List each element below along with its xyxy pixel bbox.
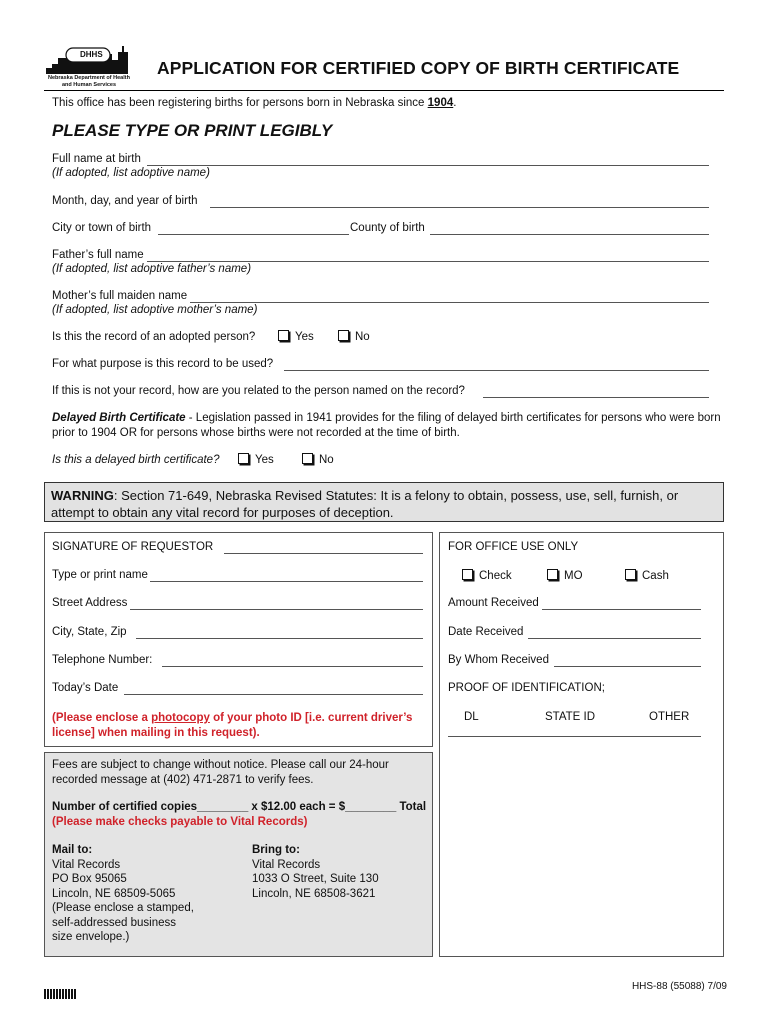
amount-received-label: Amount Received — [448, 597, 539, 609]
city-state-zip-field[interactable] — [136, 638, 423, 639]
checkbox-icon[interactable] — [462, 569, 473, 580]
relation-field[interactable] — [483, 397, 709, 398]
check-option[interactable]: Check — [462, 569, 512, 582]
date-received-label: Date Received — [448, 626, 524, 638]
county-field[interactable] — [430, 234, 709, 235]
checkbox-icon[interactable] — [625, 569, 636, 580]
checks-note: (Please make checks payable to Vital Records) — [52, 816, 308, 828]
logo-text: DHHS — [80, 50, 103, 59]
by-whom-label: By Whom Received — [448, 654, 549, 666]
mother-label: Mother’s full maiden name — [52, 290, 188, 302]
checkbox-icon[interactable] — [338, 330, 349, 341]
office-title: FOR OFFICE USE ONLY — [448, 541, 579, 553]
cash-option[interactable]: Cash — [625, 569, 669, 582]
form-id: HHS-88 (55088) 7/09 — [631, 981, 727, 992]
city-field[interactable] — [158, 234, 349, 235]
father-label: Father’s full name — [52, 249, 144, 261]
delayed-question: Is this a delayed birth certificate? — [52, 454, 220, 466]
delayed-yes-option[interactable]: Yes — [238, 453, 274, 466]
purpose-field[interactable] — [284, 370, 709, 371]
checkbox-icon[interactable] — [302, 453, 313, 464]
bring-to-block: Bring to: Vital Records 1033 O Street, Suite 130 Lincoln, NE 68508-3621 — [252, 844, 379, 900]
checkbox-icon[interactable] — [547, 569, 558, 580]
purpose-label: For what purpose is this record to be used? — [52, 358, 274, 370]
dob-label: Month, day, and year of birth — [52, 195, 198, 207]
city-label: City or town of birth — [52, 222, 152, 234]
relation-label: If this is not your record, how are you related to the person named on the record? — [52, 385, 465, 397]
logo-caption: Nebraska Department of Health and Human Services — [48, 75, 130, 88]
delayed-text: Delayed Birth Certificate - Legislation passed in 1941 provides for the filing of delayed birth certificates for persons who were born prior to 1904 OR for persons whose births were not recorded at the time of birth. — [52, 412, 721, 439]
type-name-field[interactable] — [150, 581, 423, 582]
type-name-label: Type or print name — [52, 569, 148, 581]
full-name-field[interactable] — [147, 165, 709, 166]
signature-label: SIGNATURE OF REQUESTOR — [52, 541, 214, 553]
photo-id-note: (Please enclose a photocopy of your photo ID [i.e. current driver’s license] when mailing in this request). — [52, 712, 413, 739]
skyline-icon — [44, 44, 134, 76]
checkbox-icon[interactable] — [238, 453, 249, 464]
copies-line[interactable]: Number of certified copies________ x $12.00 each = $________ Total — [52, 801, 427, 813]
date-received-field[interactable] — [528, 638, 701, 639]
state-id-label: STATE ID — [545, 711, 596, 723]
date-field[interactable] — [124, 694, 423, 695]
county-label: County of birth — [350, 222, 425, 234]
dhhs-logo — [44, 44, 134, 89]
full-name-label: Full name at birth — [52, 153, 141, 165]
dob-field[interactable] — [210, 207, 709, 208]
mo-option[interactable]: MO — [547, 569, 583, 582]
intro-text: This office has been registering births for persons born in Nebraska since 1904. — [52, 97, 457, 109]
city-state-zip-label: City, State, Zip — [52, 626, 127, 638]
street-label: Street Address — [52, 597, 128, 609]
full-name-note: (If adopted, list adoptive name) — [52, 167, 210, 179]
proof-id-label: PROOF OF IDENTIFICATION; — [448, 682, 605, 694]
amount-received-field[interactable] — [542, 609, 701, 610]
mother-note: (If adopted, list adoptive mother’s name) — [52, 304, 258, 316]
proof-id-field[interactable] — [448, 736, 701, 737]
father-field[interactable] — [147, 261, 709, 262]
street-field[interactable] — [130, 609, 423, 610]
signature-field[interactable] — [224, 553, 423, 554]
other-label: OTHER — [649, 711, 690, 723]
telephone-label: Telephone Number: — [52, 654, 153, 666]
adopted-yes-option[interactable]: Yes — [278, 330, 314, 343]
adopted-no-option[interactable]: No — [338, 330, 370, 343]
telephone-field[interactable] — [162, 666, 423, 667]
delayed-no-option[interactable]: No — [302, 453, 334, 466]
checkbox-icon[interactable] — [278, 330, 289, 341]
mail-to-block: Mail to: Vital Records PO Box 95065 Lincoln, NE 68509-5065 (Please enclose a stamped, self-addressed business size envelope.) — [52, 844, 194, 943]
print-legibly-heading: PLEASE TYPE OR PRINT LEGIBLY — [52, 121, 333, 140]
fees-notice: Fees are subject to change without notice. Please call our 24-hour recorded message at (402) 471-2871 to verify fees. — [52, 759, 389, 786]
title-divider — [44, 90, 724, 91]
recycle-icon — [44, 989, 76, 999]
date-label: Today’s Date — [52, 682, 119, 694]
mother-field[interactable] — [190, 302, 709, 303]
form-title: APPLICATION FOR CERTIFIED COPY OF BIRTH CERTIFICATE — [157, 58, 680, 78]
father-note: (If adopted, list adoptive father’s name) — [52, 263, 252, 275]
by-whom-field[interactable] — [554, 666, 701, 667]
adopted-question: Is this the record of an adopted person? — [52, 331, 256, 343]
dl-label: DL — [464, 711, 479, 723]
warning-text: WARNING: Section 71-649, Nebraska Revised Statutes: It is a felony to obtain, possess, use, sell, furnish, or attempt to obtain any vital record for purposes of deception. — [51, 488, 679, 520]
office-use-box — [439, 532, 724, 957]
